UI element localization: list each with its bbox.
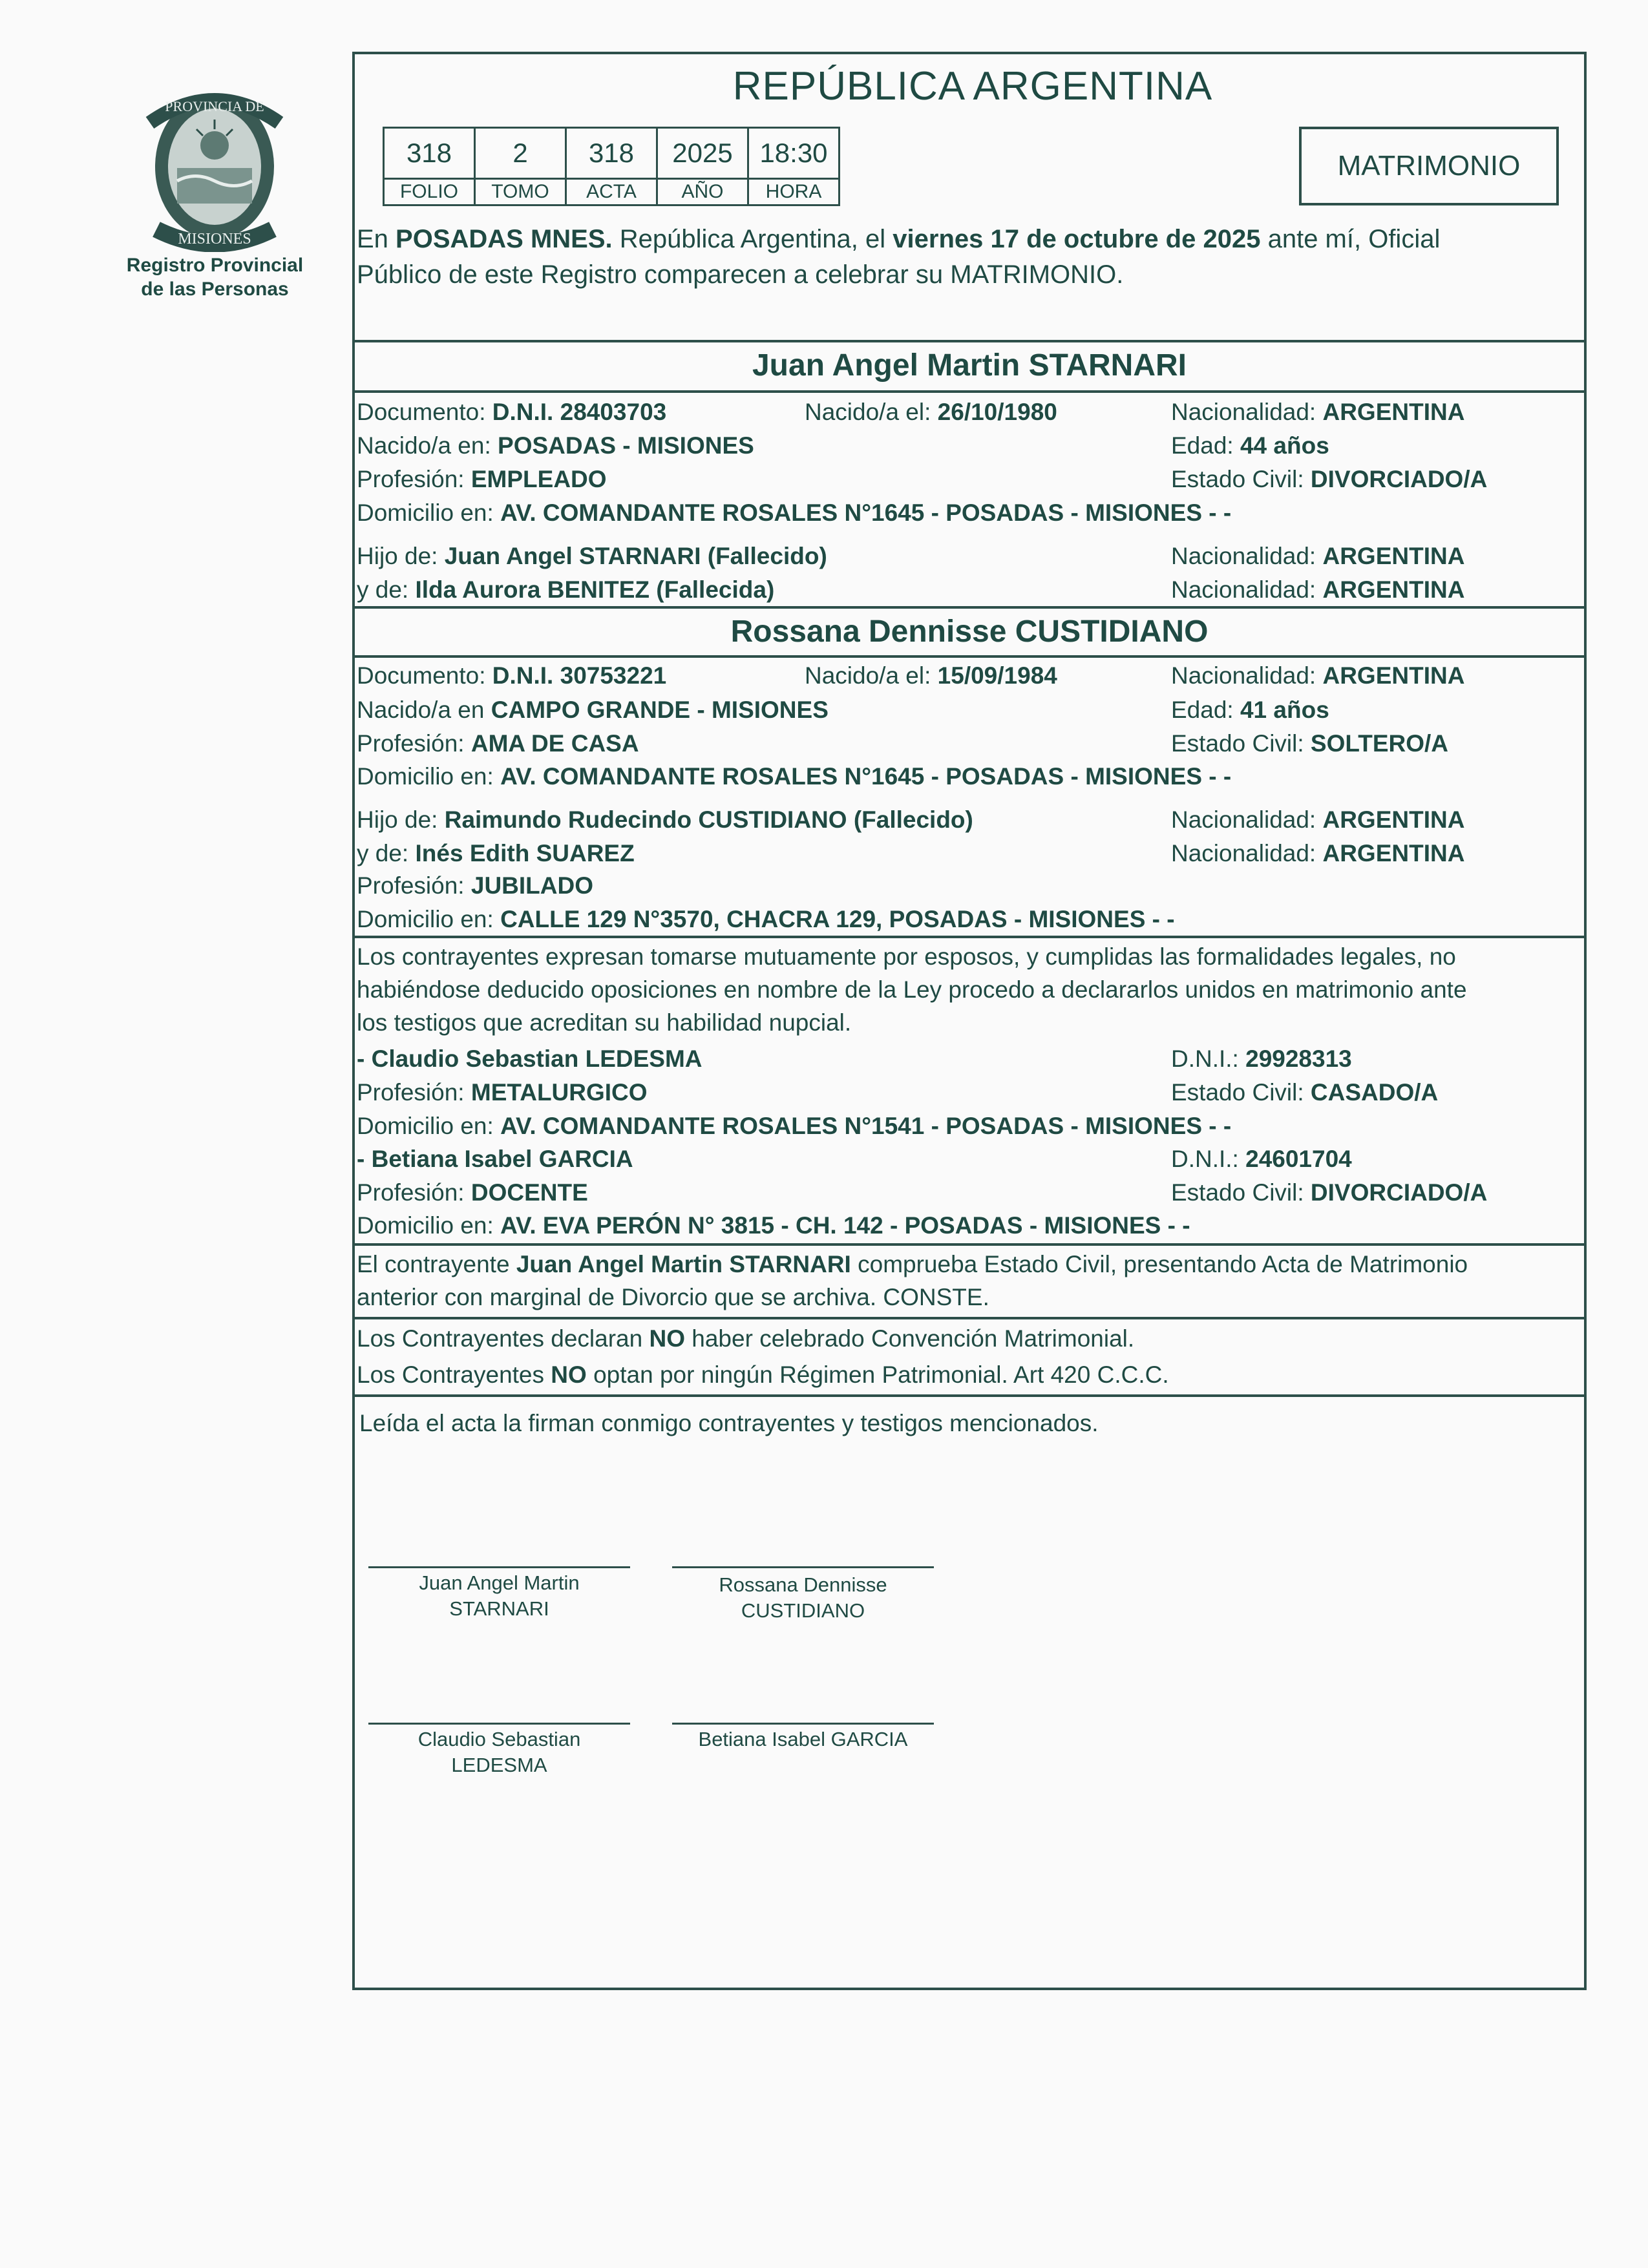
spouse2-mother: y de: Inés Edith SUAREZ <box>357 840 635 866</box>
registry-caption-line1: Registro Provincial <box>126 255 304 276</box>
spouse1-name: Juan Angel Martin STARNARI <box>752 348 1187 383</box>
registry-caption <box>103 253 326 301</box>
witness1-civil-status: Estado Civil: CASADO/A <box>1171 1079 1439 1106</box>
signature-line <box>672 1723 934 1725</box>
declaration-line-2: habiéndose deducido oposiciones en nombre de la Ley procedo a declararlos unidos en matrimonio ante <box>357 976 1467 1003</box>
witness1-name: - Claudio Sebastian LEDESMA <box>357 1045 703 1072</box>
signature-witness2: Betiana Isabel GARCIA <box>698 1728 908 1750</box>
acta-value: 318 <box>566 128 657 179</box>
regime-line-1: Los Contrayentes declaran NO haber celebrado Convención Matrimonial. <box>357 1325 1135 1352</box>
signature-witness1: Claudio Sebastian LEDESMA <box>417 1728 581 1776</box>
witness2-name: - Betiana Isabel GARCIA <box>357 1146 633 1172</box>
signature-line <box>368 1723 630 1725</box>
spouse1-father-nationality: Nacionalidad: ARGENTINA <box>1171 543 1465 569</box>
spouse1-mother: y de: Ilda Aurora BENITEZ (Fallecida) <box>357 576 775 603</box>
spouse2-profession: Profesión: AMA DE CASA <box>357 730 639 757</box>
witness1-profession: Profesión: METALURGICO <box>357 1079 648 1106</box>
divider <box>352 1394 1587 1397</box>
registry-caption-line2: de las Personas <box>141 278 289 300</box>
declaration-line-1: Los contrayentes expresan tomarse mutuamente por esposos, y cumplidas las formalidades legales, no <box>357 943 1456 970</box>
intro-line-1: En POSADAS MNES. República Argentina, el viernes 17 de octubre de 2025 ante mí, Oficial <box>357 225 1441 253</box>
spouse2-civil-status: Estado Civil: SOLTERO/A <box>1171 730 1449 757</box>
spouse1-birthdate: Nacido/a el: 26/10/1980 <box>805 399 1057 425</box>
closing-statement: Leída el acta la firman conmigo contrayentes y testigos mencionados. <box>359 1410 1099 1436</box>
spouse2-address: Domicilio en: AV. COMANDANTE ROSALES N°1645 - POSADAS - MISIONES - - <box>357 763 1232 790</box>
witness1-dni: D.N.I.: 29928313 <box>1171 1045 1352 1072</box>
spouse1-address: Domicilio en: AV. COMANDANTE ROSALES N°1645 - POSADAS - MISIONES - - <box>357 499 1232 526</box>
spouse2-age: Edad: 41 años <box>1171 697 1329 723</box>
witness1-address: Domicilio en: AV. COMANDANTE ROSALES N°1541 - POSADAS - MISIONES - - <box>357 1113 1232 1139</box>
signature-spouse1: Juan Angel Martin STARNARI <box>419 1571 580 1620</box>
spouse2-name: Rossana Dennisse CUSTIDIANO <box>730 614 1209 649</box>
tomo-label: TOMO <box>475 179 566 205</box>
spouse2-mother-nationality: Nacionalidad: ARGENTINA <box>1171 840 1465 866</box>
spouse1-mother-nationality: Nacionalidad: ARGENTINA <box>1171 576 1465 603</box>
svg-text:PROVINCIA DE: PROVINCIA DE <box>165 98 264 114</box>
intro-line-2: Público de este Registro comparecen a celebrar su MATRIMONIO. <box>357 260 1124 289</box>
spouse1-nationality: Nacionalidad: ARGENTINA <box>1171 399 1465 425</box>
spouse1-birthplace: Nacido/a en: POSADAS - MISIONES <box>357 432 754 459</box>
tomo-value: 2 <box>475 128 566 179</box>
spouse1-father: Hijo de: Juan Angel STARNARI (Fallecido) <box>357 543 827 569</box>
divider <box>352 340 1587 342</box>
signature-spouse2: Rossana Dennisse CUSTIDIANO <box>719 1573 887 1622</box>
page-title: REPÚBLICA ARGENTINA <box>732 64 1213 109</box>
divider <box>352 655 1587 658</box>
record-table <box>383 127 840 206</box>
spouse2-birthdate: Nacido/a el: 15/09/1984 <box>805 662 1057 689</box>
year-label: AÑO <box>657 179 748 205</box>
witness2-dni: D.N.I.: 24601704 <box>1171 1146 1352 1172</box>
spouse2-father: Hijo de: Raimundo Rudecindo CUSTIDIANO (Fallecido) <box>357 806 973 833</box>
document-type-box: MATRIMONIO <box>1299 127 1559 205</box>
spouse1-document: Documento: D.N.I. 28403703 <box>357 399 667 425</box>
folio-value: 318 <box>384 128 475 179</box>
spouse2-parent-profession: Profesión: JUBILADO <box>357 872 593 899</box>
regime-line-2: Los Contrayentes NO optan por ningún Régimen Patrimonial. Art 420 C.C.C. <box>357 1361 1169 1388</box>
hour-value: 18:30 <box>748 128 840 179</box>
spouse2-document: Documento: D.N.I. 30753221 <box>357 662 667 689</box>
signature-line <box>368 1566 630 1568</box>
marginal-line-2: anterior con marginal de Divorcio que se archiva. CONSTE. <box>357 1284 989 1310</box>
divider <box>352 936 1587 938</box>
spouse1-civil-status: Estado Civil: DIVORCIADO/A <box>1171 466 1488 492</box>
signature-line <box>672 1566 934 1568</box>
svg-text:MISIONES: MISIONES <box>178 231 251 247</box>
witness2-civil-status: Estado Civil: DIVORCIADO/A <box>1171 1179 1488 1206</box>
spouse2-father-nationality: Nacionalidad: ARGENTINA <box>1171 806 1465 833</box>
marginal-line-1: El contrayente Juan Angel Martin STARNARI comprueba Estado Civil, presentando Acta de Matrimonio <box>357 1251 1468 1277</box>
divider <box>352 1243 1587 1246</box>
witness2-profession: Profesión: DOCENTE <box>357 1179 588 1206</box>
witness2-address: Domicilio en: AV. EVA PERÓN N° 3815 - CH. 142 - POSADAS - MISIONES - - <box>357 1212 1190 1239</box>
acta-label: ACTA <box>566 179 657 205</box>
spouse2-nationality: Nacionalidad: ARGENTINA <box>1171 662 1465 689</box>
spouse2-parent-address: Domicilio en: CALLE 129 N°3570, CHACRA 129, POSADAS - MISIONES - - <box>357 906 1175 932</box>
year-value: 2025 <box>657 128 748 179</box>
spouse1-age: Edad: 44 años <box>1171 432 1329 459</box>
declaration-line-3: los testigos que acreditan su habilidad nupcial. <box>357 1009 852 1036</box>
hour-label: HORA <box>748 179 840 205</box>
folio-label: FOLIO <box>384 179 475 205</box>
spouse2-birthplace: Nacido/a en CAMPO GRANDE - MISIONES <box>357 697 829 723</box>
provincial-seal-emblem <box>137 84 292 252</box>
spouse1-profession: Profesión: EMPLEADO <box>357 466 607 492</box>
divider <box>352 606 1587 609</box>
divider <box>352 1317 1587 1319</box>
divider <box>352 390 1587 393</box>
